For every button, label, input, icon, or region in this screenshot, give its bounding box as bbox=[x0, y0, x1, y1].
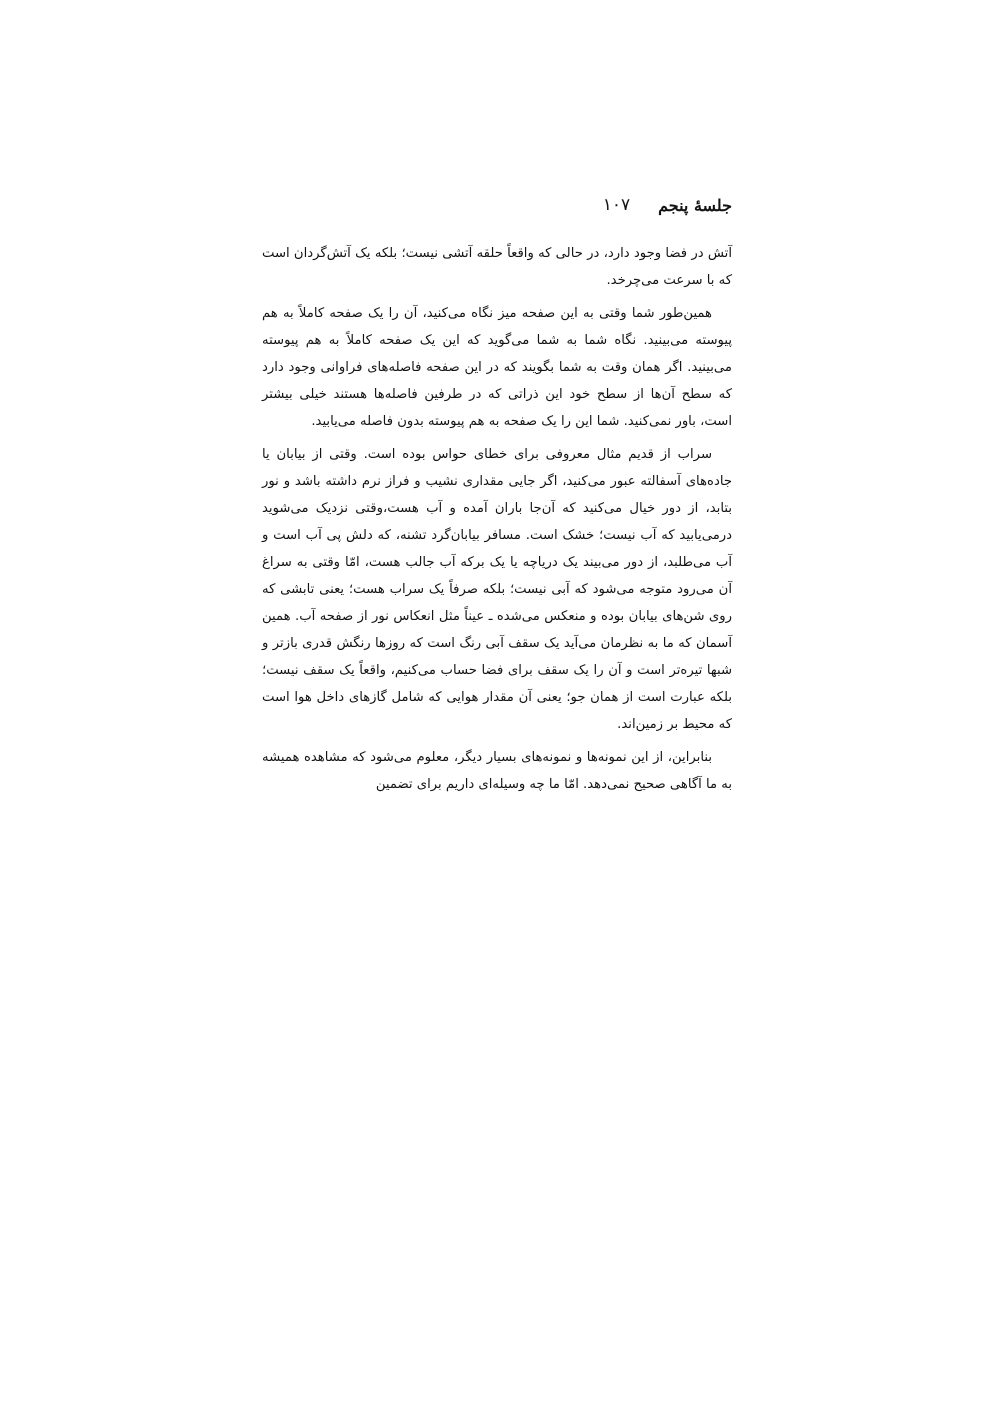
running-title: جلسهٔ پنجم bbox=[658, 195, 732, 215]
paragraph-4: بنابراین، از این نمونه‌ها و نمونه‌های بسیار دیگر، معلوم می‌شود که مشاهده همیشه به ما آگاهی صحیح نمی‌دهد. امّا ما چه وسیله‌ای داریم برای تضمین bbox=[262, 750, 732, 792]
paragraph-3: سراب از قدیم مثال معروفی برای خطای حواس بوده است. وقتی از بیابان یا جاده‌های آسفالته عبور می‌کنید، اگر جایی مقداری نشیب و فراز نرم داشته باشد و نور بتابد، از دور خیال می‌کنید که آن‌جا باران آمده و آب هست،وقتی نزدیک می‌شوید درمی‌یابید که آب نیست؛ خشک است. مسافر بیابان‌گرد تشنه، که دلش پی آب است و آب می‌طلبد، از دور می‌بیند یک دریاچه یا یک برکه آب جالب هست، امّا وقتی به سراغ آن می‌رود متوجه می‌شود که آبی نیست؛ بلکه صرفاً یک سراب هست؛ یعنی تابشی که روی شن‌های بیابان بوده و منعکس می‌شده ـ عیناً مثل انعکاس نور از صفحه آب. همین آسمان که ما به نظرمان می‌آید یک سقف آبی رنگ است که روزها رنگش قدری بازتر و شبها تیره‌تر است و آن را یک سقف برای فضا حساب می‌کنیم، واقعاً یک سقف نیست؛ بلکه عبارت است از همان جو؛ یعنی آن مقدار هوایی که شامل گازهای داخل هوا است که محیط بر زمین‌اند. bbox=[262, 447, 732, 732]
paragraph-1: آتش در فضا وجود دارد، در حالی که واقعاً حلقه آتشی نیست؛ بلکه یک آتش‌گردان است که با سرعت می‌چرخد. bbox=[262, 246, 732, 288]
paragraph-2: همین‌طور شما وقتی به این صفحه میز نگاه می‌کنید، آن را یک صفحه کاملاً به هم پیوسته می‌بینید. نگاه شما به شما می‌گوید که این یک صفحه کاملاً به هم پیوسته می‌بینید. اگر همان وقت به شما بگویند که در این صفحه فاصله‌های فراوانی وجود دارد که سطح آن‌ها از سطح خود این ذراتی که در طرفین فاصله‌ها هستند خیلی بیشتر است، باور نمی‌کنید. شما این را یک صفحه به هم پیوسته بدون فاصله می‌یابید. bbox=[262, 306, 732, 429]
page-number: ۱۰۷ bbox=[602, 195, 631, 215]
body-text bbox=[262, 240, 732, 804]
page-header bbox=[262, 190, 732, 220]
